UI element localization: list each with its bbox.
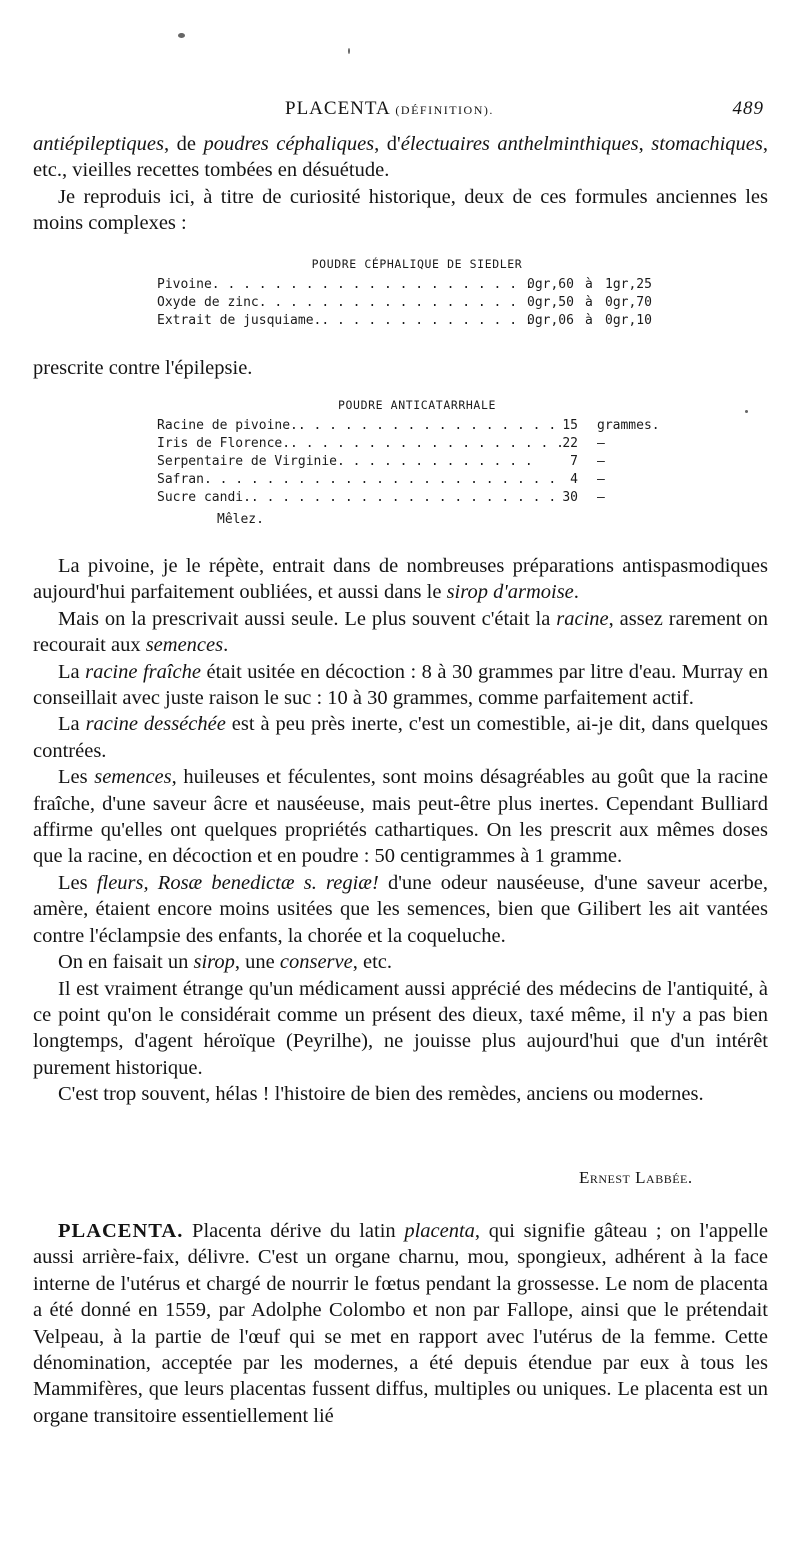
paragraph: Il est vraiment étrange qu'un médicament aussi apprécié des médecins de l'antiquité, à ce point qu'on le considérait comme un présent des dieux, taxé même, il n'y a pas bien longtemps, d'agent héroïque (Peyrilhe), ne jouisse plus aujourd'hui que d'un intérêt purement historique. xyxy=(33,977,768,1079)
formula-anticatarrhale xyxy=(157,398,677,527)
formula-row xyxy=(157,436,677,454)
dose-separator: à xyxy=(585,313,593,328)
ingredient-name: Pivoine. . . . . . . . . . . . . . . . . . . . . xyxy=(157,277,533,292)
entry-paragraph: PLACENTA. Placenta dérive du latin placenta, qui signifie gâteau ; on l'appelle aussi arrière-faix, délivre. C'est un organe charnu, mou, spongieux, adhérent à la face interne de l'utérus et chargé de nourrir le fœtus pendant la grossesse. Le nom de placenta a été donné en 1559, par Adolphe Colombo et non par Fallope, ainsi que le prétendait Velpeau, à la partie de l'œuf qui se met en rapport avec l'utérus de la femme. Cette dénomination, acceptée par les modernes, a été depuis étendue par eux à tous les Mammifères, que leurs placentas fussent diffus, multiples ou uniques. Le placenta est un organe transitoire essentiellement lié xyxy=(33,1220,769,1427)
header-title: PLACENTA xyxy=(285,98,390,119)
formula-note xyxy=(33,355,768,381)
ingredient-unit: — xyxy=(597,436,605,451)
ingredient-unit: — xyxy=(597,490,605,505)
dose-max: 0gr,70 xyxy=(605,295,652,310)
paragraph: C'est trop souvent, hélas ! l'histoire de bien des remèdes, anciens ou modernes. xyxy=(58,1083,704,1106)
header-subtitle: (DÉFINITION). xyxy=(395,103,494,117)
paragraph: Les semences, huileuses et féculentes, sont moins désagréables au goût que la racine fraîche, d'une saveur âcre et nauséeuse, mais peut-être plus inertes. Cependant Bulliard affirme qu'elles ont quelques propriétés cathartiques. On les prescrit aux mêmes doses que la racine, en décoction et en poudre : 50 centigrammes à 1 gramme. xyxy=(33,766,769,868)
formula-row xyxy=(157,295,677,313)
formula-title: POUDRE CÉPHALIQUE DE SIEDLER xyxy=(311,257,523,271)
dose-max: 0gr,10 xyxy=(605,313,652,328)
running-header xyxy=(33,98,768,124)
prescription-note: prescrite contre l'épilepsie. xyxy=(33,357,253,379)
paragraph: On en faisait un sirop, une conserve, etc. xyxy=(58,951,393,974)
dose-separator: à xyxy=(585,277,593,292)
ingredient-quantity: 4 xyxy=(570,472,578,487)
scan-speck xyxy=(178,33,185,38)
paragraph: La pivoine, je le répète, entrait dans de nombreuses préparations antispasmodiques aujourd'hui parfaitement oubliées, et aussi dans le sirop d'armoise. xyxy=(33,555,768,604)
ingredient-name: Extrait de jusquiame.. . . . . . . . . . . . . . xyxy=(157,313,533,328)
ingredient-name: Iris de Florence.. . . . . . . . . . . . . . . . . . xyxy=(157,436,564,451)
ingredient-name: Serpentaire de Virginie. . . . . . . . . . . . . xyxy=(157,454,533,469)
paragraph: Les fleurs, Rosæ benedictæ s. regiæ! d'une odeur nauséeuse, d'une saveur acerbe, amère, étaient encore moins usitées que les semences, bien que Gilibert les ait vantées contre l'éclampsie des enfants, la chorée et la coqueluche. xyxy=(33,871,768,947)
ingredient-name: Sucre candi.. . . . . . . . . . . . . . . . . . . . xyxy=(157,490,557,505)
formula-row xyxy=(157,490,677,508)
paragraph: Mais on la prescrivait aussi seule. Le plus souvent c'était la racine, assez rarement on recourait aux semences. xyxy=(33,607,769,657)
formula-title: POUDRE ANTICATARRHALE xyxy=(338,398,496,412)
intro-paragraph-2: Je reproduis ici, à titre de curiosité historique, deux de ces formules anciennes les moins complexes : xyxy=(33,185,768,235)
scan-speck xyxy=(745,410,748,413)
dose-min: 0gr,60 xyxy=(527,277,574,292)
intro-section xyxy=(33,131,768,237)
formula-row xyxy=(157,454,677,472)
dose-min: 0gr,50 xyxy=(527,295,574,310)
paragraph: La racine desséchée est à peu près inerte, c'est un comestible, ai-je dit, dans quelques contrées. xyxy=(33,713,768,762)
formula-instruction: Mêlez. xyxy=(217,512,264,527)
ingredient-quantity: 30 xyxy=(562,490,578,505)
page-number: 489 xyxy=(732,98,764,119)
ingredient-name: Oxyde de zinc. . . . . . . . . . . . . . . . . xyxy=(157,295,518,310)
formula-row xyxy=(157,418,677,436)
ingredient-unit: grammes. xyxy=(597,418,660,433)
dose-min: 0gr,06 xyxy=(527,313,574,328)
ingredient-unit: — xyxy=(597,454,605,469)
intro-paragraph-1: antiépileptiques, de poudres céphaliques, d'électuaires anthelminthiques, stomachiques, etc., vieilles recettes tombées en désuétude. xyxy=(33,133,768,182)
ingredient-quantity: 15 xyxy=(562,418,578,433)
formula-row xyxy=(157,472,677,490)
ingredient-quantity: 22 xyxy=(562,436,578,451)
ingredient-name: Racine de pivoine.. . . . . . . . . . . . . . . . . xyxy=(157,418,557,433)
ingredient-unit: — xyxy=(597,472,605,487)
dose-separator: à xyxy=(585,295,593,310)
running-title xyxy=(285,98,494,120)
placenta-entry xyxy=(33,1218,768,1429)
formula-row xyxy=(157,277,677,295)
formula-cephalique xyxy=(157,257,677,331)
paragraph: La racine fraîche était usitée en décoction : 8 à 30 grammes par litre d'eau. Murray en conseillait avec juste raison le suc : 10 à 30 grammes, comme parfaitement actif. xyxy=(33,660,768,710)
formula-row xyxy=(157,313,677,331)
ingredient-name: Safran. . . . . . . . . . . . . . . . . . . . . . . xyxy=(157,472,557,487)
body-section xyxy=(33,553,768,1108)
scan-speck xyxy=(348,48,350,54)
dose-max: 1gr,25 xyxy=(605,277,652,292)
author-signature: Ernest Labbée. xyxy=(579,1168,693,1187)
ingredient-quantity: 7 xyxy=(570,454,578,469)
entry-term: PLACENTA. xyxy=(58,1220,184,1242)
